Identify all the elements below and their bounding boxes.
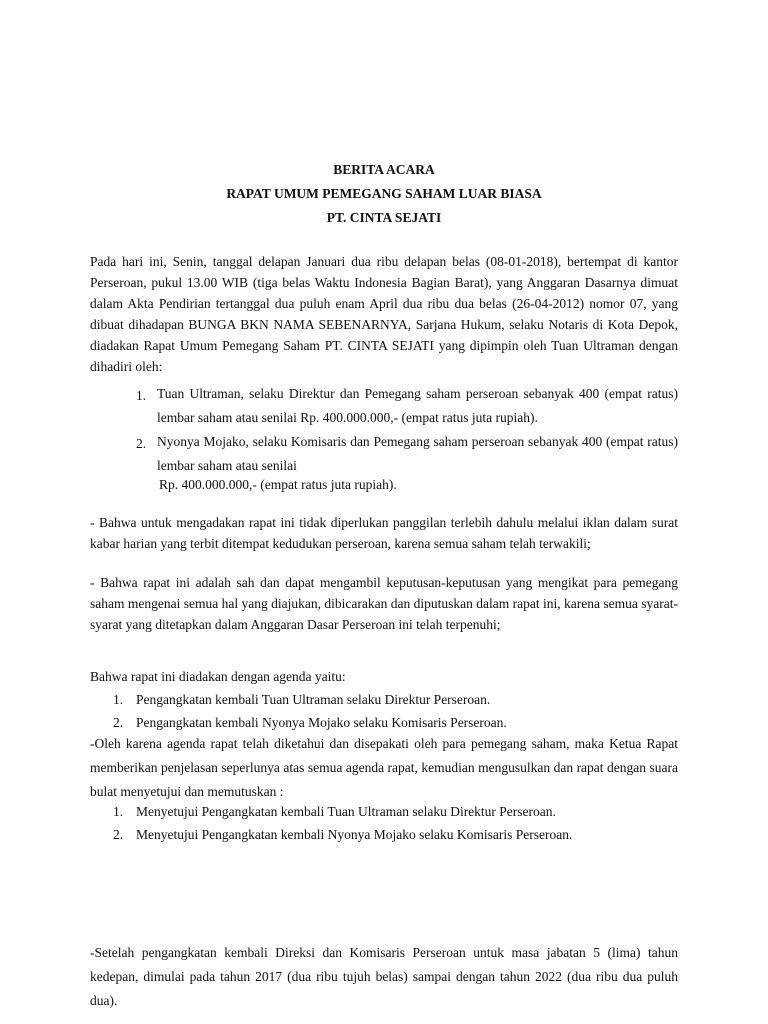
decision-item: Menyetujui Pengangkatan kembali Tuan Ultraman selaku Direktur Perseroan. bbox=[136, 804, 556, 819]
decision-item: Menyetujui Pengangkatan kembali Nyonya Mojako selaku Komisaris Perseroan. bbox=[136, 827, 573, 842]
clause-paragraph: - Bahwa rapat ini adalah sah dan dapat mengambil keputusan-keputusan yang mengikat para pemegang saham mengenai semua hal yang diajukan, dibicarakan dan diputuskan dalam rapat ini, karena semua syarat-syarat yang ditetapkan dalam Anggaran Dasar Perseroan ini telah terpenuhi; bbox=[90, 575, 678, 632]
decision-number: 2. bbox=[113, 827, 124, 842]
agenda-intro: Bahwa rapat ini diadakan dengan agenda yaitu: bbox=[90, 669, 346, 684]
agenda-number: 2. bbox=[113, 715, 124, 730]
decision-number: 1. bbox=[113, 804, 124, 819]
attendee-number: 1. bbox=[136, 388, 147, 403]
attendee-item: Tuan Ultraman, selaku Direktur dan Pemegang saham perseroan sebanyak 400 (empat ratus) lembar saham atau senilai Rp. 400.000.000,- (empat ratus juta rupiah). bbox=[157, 386, 678, 425]
agenda-number: 1. bbox=[113, 692, 124, 707]
attendee-item: Nyonya Mojako, selaku Komisaris dan Pemegang saham perseroan sebanyak 400 (empat ratus) lembar saham atau senilai bbox=[157, 434, 678, 473]
meeting-title: RAPAT UMUM PEMEGANG SAHAM LUAR BIASA bbox=[226, 186, 542, 201]
closing-paragraph: -Setelah pengangkatan kembali Direksi dan Komisaris Perseroan untuk masa jabatan 5 (lima) tahun kedepan, dimulai pada tahun 2017 (dua ribu tujuh belas) sampai dengan tahun 2022 (dua ribu dua puluh dua). bbox=[90, 945, 678, 1008]
agenda-item: Pengangkatan kembali Nyonya Mojako selaku Komisaris Perseroan. bbox=[136, 715, 507, 730]
company-name: PT. CINTA SEJATI bbox=[326, 210, 442, 225]
attendee-item-amount: Rp. 400.000.000,- (empat ratus juta rupiah). bbox=[159, 477, 397, 492]
document-title: BERITA ACARA bbox=[333, 162, 435, 177]
intro-paragraph: Pada hari ini, Senin, tanggal delapan Januari dua ribu delapan belas (08-01-2018), bertempat di kantor Perseroan, pukul 13.00 WIB (tiga belas Waktu Indonesia Bagian Barat), yang Anggaran Dasarnya dimuat dalam Akta Pendirian tertanggal dua puluh enam April dua ribu dua belas (26-04-2012) nomor 07, yang dibuat dihadapan BUNGA BKN NAMA SEBENARNYA, Sarjana Hukum, selaku Notaris di Kota Depok, diadakan Rapat Umum Pemegang Saham PT. CINTA SEJATI yang dipimpin oleh Tuan Ultraman dengan dihadiri oleh: bbox=[90, 254, 678, 374]
agenda-item: Pengangkatan kembali Tuan Ultraman selaku Direktur Perseroan. bbox=[136, 692, 491, 707]
attendee-number: 2. bbox=[136, 436, 147, 451]
clause-paragraph: - Bahwa untuk mengadakan rapat ini tidak diperlukan panggilan terlebih dahulu melalui iklan dalam surat kabar harian yang terbit ditempat kedudukan perseroan, karena semua saham telah terwakili; bbox=[90, 515, 678, 551]
decision-paragraph: -Oleh karena agenda rapat telah diketahui dan disepakati oleh para pemegang saham, maka Ketua Rapat memberikan penjelasan seperlunya atas semua agenda rapat, kemudian mengusulkan dan rapat dengan suara bulat menyetujui dan memutuskan : bbox=[90, 736, 678, 799]
